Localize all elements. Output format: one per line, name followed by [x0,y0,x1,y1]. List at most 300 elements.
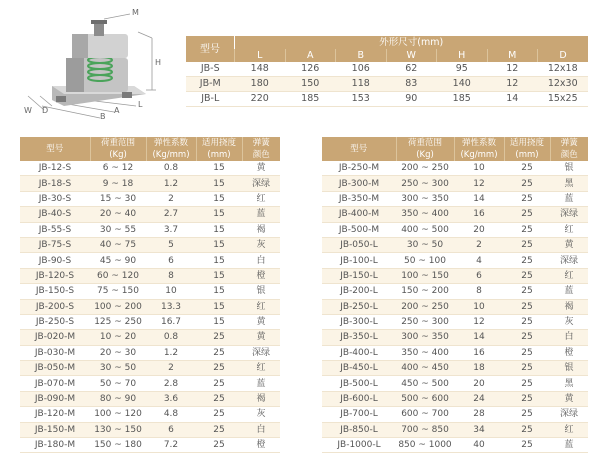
table-cell: JB-18-S [20,176,90,191]
table-cell: 600 ~ 700 [396,407,454,422]
table-cell: 灰 [242,407,280,422]
table-cell: 橙 [550,345,588,360]
dims-column-header: L [235,49,286,62]
dims-column-header: M [487,49,538,62]
dim-label-a: A [114,106,120,115]
table-cell: 红 [242,191,280,206]
table-cell: 40 ~ 75 [90,237,146,252]
table-cell: 蓝 [550,191,588,206]
table-row [186,62,588,77]
table-cell: 15 [196,207,242,222]
table-cell: 黄 [550,391,588,406]
table-row [322,207,588,222]
table-cell: 红 [242,299,280,314]
table-cell: 25 [196,345,242,360]
spec-header-line: (Kg/mm) [460,150,498,160]
table-cell: 蓝 [242,376,280,391]
spec-header-line: 弹性系数 [153,138,188,148]
spec-column-header [146,137,196,161]
table-cell: JB-090-M [20,391,90,406]
table-cell: 10 [454,161,504,176]
table-cell: 100 ~ 200 [90,299,146,314]
spec-table-right [322,137,588,453]
table-cell: 20 ~ 40 [90,207,146,222]
spec-header-line: (Kg) [109,150,127,160]
dims-column-header: D [538,49,589,62]
table-row [322,222,588,237]
table-cell: JB-850-L [322,422,396,437]
table-cell: 15 [196,161,242,176]
table-cell: 白 [242,253,280,268]
table-row [20,176,280,191]
table-cell: 95 [437,62,488,77]
table-cell: 4.8 [146,407,196,422]
table-cell: JB-600-L [322,391,396,406]
table-row [322,284,588,299]
table-cell: 25 [504,284,550,299]
table-cell: 黄 [242,161,280,176]
table-cell: 深绿 [550,253,588,268]
table-cell: 25 [196,407,242,422]
table-row [20,361,280,376]
table-cell: JB-250-S [20,314,90,329]
table-cell: JB-050-L [322,237,396,252]
spec-header-line: 颜色 [560,150,578,160]
table-row [20,376,280,391]
table-cell: 灰 [550,314,588,329]
table-cell: 红 [550,222,588,237]
table-cell: 12 [454,176,504,191]
table-cell: 10 [454,299,504,314]
table-row [322,268,588,283]
table-cell: 16.7 [146,314,196,329]
table-cell: 红 [242,361,280,376]
table-cell: 蓝 [550,438,588,453]
table-cell: 2 [454,237,504,252]
table-cell: 8 [454,284,504,299]
table-cell: 20 [454,376,504,391]
table-cell: JB-90-S [20,253,90,268]
spec-table-left [20,137,280,453]
table-cell: 25 [196,361,242,376]
table-row [20,268,280,283]
table-cell: 250 ~ 300 [396,314,454,329]
table-cell: 深绿 [242,345,280,360]
table-cell: JB-40-S [20,207,90,222]
table-cell: JB-120-S [20,268,90,283]
table-row [322,345,588,360]
table-cell: JB-070-M [20,376,90,391]
table-cell: 90 [386,92,437,107]
table-cell: 6 ~ 12 [90,161,146,176]
table-cell: JB-200-L [322,284,396,299]
table-cell: 100 ~ 120 [90,407,146,422]
spec-header-line: 颜色 [252,150,270,160]
table-cell: 10 [146,284,196,299]
table-cell: 黑 [550,376,588,391]
table-row [322,376,588,391]
table-cell: JB-150-S [20,284,90,299]
table-row [322,299,588,314]
spec-header-line: 型号 [46,144,64,154]
table-row [20,161,280,176]
table-cell: 118 [336,77,387,92]
table-cell: 25 [504,407,550,422]
table-cell: 25 [196,438,242,453]
table-cell: 14 [454,330,504,345]
table-cell: 25 [504,376,550,391]
table-cell: 红 [550,268,588,283]
table-cell: 25 [504,422,550,437]
table-cell: 20 ~ 30 [90,345,146,360]
dims-column-header: A [285,49,336,62]
table-cell: 850 ~ 1000 [396,438,454,453]
table-cell: 黑 [550,176,588,191]
table-cell: JB-250-L [322,299,396,314]
table-cell: 28 [454,407,504,422]
table-cell: 24 [454,391,504,406]
table-cell: 6 [146,422,196,437]
spec-column-header [196,137,242,161]
table-cell: JB-M [186,77,235,92]
table-cell: 蓝 [550,284,588,299]
table-cell: 0.8 [146,330,196,345]
table-cell: 15 [196,253,242,268]
table-cell: 20 [454,222,504,237]
table-cell: JB-L [186,92,235,107]
table-cell: JB-020-M [20,330,90,345]
dims-group-header: 外形尺寸(mm) [235,36,589,49]
table-cell: 185 [285,92,336,107]
table-cell: JB-150-M [20,422,90,437]
table-cell: 25 [196,376,242,391]
table-row [20,191,280,206]
table-cell: 2.8 [146,376,196,391]
table-cell: 40 [454,438,504,453]
table-cell: 153 [336,92,387,107]
spec-header-line: 型号 [350,144,368,154]
table-cell: 2 [146,191,196,206]
table-cell: 45 ~ 90 [90,253,146,268]
spec-header-line: (Kg/mm) [152,150,190,160]
table-cell: 灰 [242,237,280,252]
table-cell: 25 [504,314,550,329]
table-cell: 350 ~ 400 [396,345,454,360]
table-row [186,77,588,92]
spec-column-header [504,137,550,161]
table-cell: JB-400-L [322,345,396,360]
table-cell: JB-S [186,62,235,77]
table-cell: 15 [196,299,242,314]
table-cell: 14 [487,92,538,107]
table-cell: 1.2 [146,345,196,360]
table-row [20,438,280,453]
table-cell: 6 [146,253,196,268]
table-cell: 400 ~ 450 [396,361,454,376]
table-cell: 350 ~ 400 [396,207,454,222]
table-cell: 红 [550,422,588,437]
table-cell: 2.7 [146,207,196,222]
spec-header-line: 荷重范围 [407,138,442,148]
table-row [322,237,588,252]
product-drawing [22,8,172,126]
dim-label-b: B [100,112,106,121]
table-cell: 12 [487,62,538,77]
table-cell: 银 [550,361,588,376]
table-cell: 白 [242,422,280,437]
table-cell: 126 [285,62,336,77]
table-cell: JB-050-M [20,361,90,376]
table-cell: 62 [386,62,437,77]
table-row [20,237,280,252]
spec-column-header [90,137,146,161]
table-cell: JB-350-M [322,191,396,206]
table-cell: 25 [196,391,242,406]
table-row [322,391,588,406]
table-cell: 30 ~ 55 [90,222,146,237]
table-cell: 700 ~ 850 [396,422,454,437]
table-cell: JB-500-L [322,376,396,391]
spec-header-line: (mm) [515,150,539,160]
table-cell: 25 [504,161,550,176]
table-cell: 13.3 [146,299,196,314]
table-cell: JB-350-L [322,330,396,345]
table-cell: 25 [504,207,550,222]
table-row [322,330,588,345]
spec-header-line: (mm) [207,150,231,160]
table-cell: 300 ~ 350 [396,191,454,206]
table-cell: 14 [454,191,504,206]
table-cell: 25 [504,176,550,191]
spec-header-line: (Kg) [416,150,434,160]
table-cell: 400 ~ 500 [396,222,454,237]
table-row [20,222,280,237]
table-cell: 83 [386,77,437,92]
dim-label-m: M [132,8,139,17]
table-row [322,438,588,453]
table-cell: JB-150-L [322,268,396,283]
table-cell: JB-500-M [322,222,396,237]
dim-label-h: H [155,58,162,67]
dims-model-header: 型号 [186,36,235,62]
table-cell: JB-250-M [322,161,396,176]
table-cell: JB-030-M [20,345,90,360]
dims-column-header: B [336,49,387,62]
table-cell: 25 [504,438,550,453]
spec-header-line: 弹簧 [560,138,578,148]
table-cell: 200 ~ 250 [396,161,454,176]
table-cell: 15 [196,284,242,299]
table-cell: 200 ~ 250 [396,299,454,314]
table-row [322,314,588,329]
table-cell: 34 [454,422,504,437]
table-cell: 106 [336,62,387,77]
table-row [20,407,280,422]
table-cell: 15 [196,176,242,191]
table-cell: 15 ~ 30 [90,191,146,206]
table-cell: 25 [504,237,550,252]
table-cell: 5 [146,237,196,252]
spec-column-header [242,137,280,161]
spec-header-line: 弹性系数 [461,138,496,148]
table-cell: JB-30-S [20,191,90,206]
table-row [322,361,588,376]
table-row [20,253,280,268]
table-cell: 15x25 [538,92,589,107]
table-cell: 25 [504,391,550,406]
table-cell: 9 ~ 18 [90,176,146,191]
table-cell: 1.2 [146,176,196,191]
table-cell: 50 ~ 100 [396,253,454,268]
table-cell: 15 [196,237,242,252]
table-cell: 450 ~ 500 [396,376,454,391]
table-row [322,161,588,176]
spec-column-header [550,137,588,161]
table-cell: 黄 [550,237,588,252]
spec-header-line: 适用挠度 [509,138,544,148]
spec-column-header [322,137,396,161]
table-cell: JB-450-L [322,361,396,376]
table-cell: 8 [146,268,196,283]
table-cell: 140 [437,77,488,92]
table-cell: 125 ~ 250 [90,314,146,329]
table-cell: 30 ~ 50 [90,361,146,376]
table-cell: 褐 [242,391,280,406]
table-cell: 30 ~ 50 [396,237,454,252]
spec-column-header [20,137,90,161]
dims-column-header: W [386,49,437,62]
table-cell: 黄 [242,314,280,329]
table-cell: 褐 [242,222,280,237]
table-cell: 300 ~ 350 [396,330,454,345]
table-cell: JB-55-S [20,222,90,237]
table-cell: 橙 [242,438,280,453]
table-cell: JB-300-M [322,176,396,191]
table-cell: 25 [504,299,550,314]
table-row [322,422,588,437]
table-cell: JB-400-M [322,207,396,222]
table-row [20,422,280,437]
dim-label-w: W [24,106,32,115]
table-row [322,176,588,191]
table-cell: 银 [242,284,280,299]
dim-label-l: L [138,100,143,109]
table-cell: 220 [235,92,286,107]
table-cell: 15 [196,191,242,206]
table-row [186,92,588,107]
table-cell: 15 [196,268,242,283]
table-cell: 180 [235,77,286,92]
table-cell: 0.8 [146,161,196,176]
spec-column-header [396,137,454,161]
spec-header-line: 弹簧 [252,138,270,148]
table-cell: 15 [196,314,242,329]
table-cell: 50 ~ 70 [90,376,146,391]
table-cell: JB-100-L [322,253,396,268]
table-cell: 25 [196,330,242,345]
table-cell: 12x18 [538,62,589,77]
table-cell: 250 ~ 300 [396,176,454,191]
table-cell: 深绿 [550,207,588,222]
table-cell: JB-75-S [20,237,90,252]
table-cell: 148 [235,62,286,77]
table-row [322,407,588,422]
table-cell: JB-120-M [20,407,90,422]
table-cell: 25 [504,361,550,376]
table-cell: JB-700-L [322,407,396,422]
table-cell: 3.7 [146,222,196,237]
table-cell: JB-12-S [20,161,90,176]
table-cell: 橙 [242,268,280,283]
table-cell: 黄 [242,330,280,345]
table-cell: 深绿 [242,176,280,191]
table-cell: 25 [504,268,550,283]
table-cell: 25 [504,222,550,237]
table-cell: 7.2 [146,438,196,453]
table-cell: 25 [196,422,242,437]
table-cell: 18 [454,361,504,376]
table-cell: 80 ~ 90 [90,391,146,406]
table-row [20,391,280,406]
table-row [20,207,280,222]
table-cell: 150 ~ 180 [90,438,146,453]
table-row [20,299,280,314]
table-cell: 深绿 [550,407,588,422]
table-cell: JB-200-S [20,299,90,314]
table-cell: 15 [196,222,242,237]
table-cell: JB-300-L [322,314,396,329]
table-cell: 3.6 [146,391,196,406]
table-cell: 12x30 [538,77,589,92]
spec-column-header [454,137,504,161]
table-cell: 150 ~ 200 [396,284,454,299]
table-cell: 150 [285,77,336,92]
table-cell: 12 [454,314,504,329]
table-cell: 2 [146,361,196,376]
table-row [322,191,588,206]
table-cell: 25 [504,345,550,360]
table-cell: 25 [504,191,550,206]
table-cell: 蓝 [242,207,280,222]
table-cell: JB-180-M [20,438,90,453]
table-cell: 130 ~ 150 [90,422,146,437]
dimensions-table [186,36,588,107]
table-cell: 4 [454,253,504,268]
spec-header-line: 适用挠度 [201,138,236,148]
table-cell: 褐 [550,299,588,314]
table-cell: 白 [550,330,588,345]
table-cell: 16 [454,207,504,222]
table-cell: 100 ~ 150 [396,268,454,283]
table-cell: 16 [454,345,504,360]
table-cell: 500 ~ 600 [396,391,454,406]
table-cell: JB-1000-L [322,438,396,453]
spec-header-line: 荷重范围 [100,138,135,148]
table-cell: 10 ~ 20 [90,330,146,345]
table-cell: 银 [550,161,588,176]
table-row [20,284,280,299]
dims-column-header: H [437,49,488,62]
dim-label-d: D [42,106,49,115]
table-cell: 25 [504,253,550,268]
table-row [20,314,280,329]
table-row [322,253,588,268]
table-cell: 60 ~ 120 [90,268,146,283]
table-cell: 25 [504,330,550,345]
table-row [20,330,280,345]
table-cell: 12 [487,77,538,92]
table-row [20,345,280,360]
